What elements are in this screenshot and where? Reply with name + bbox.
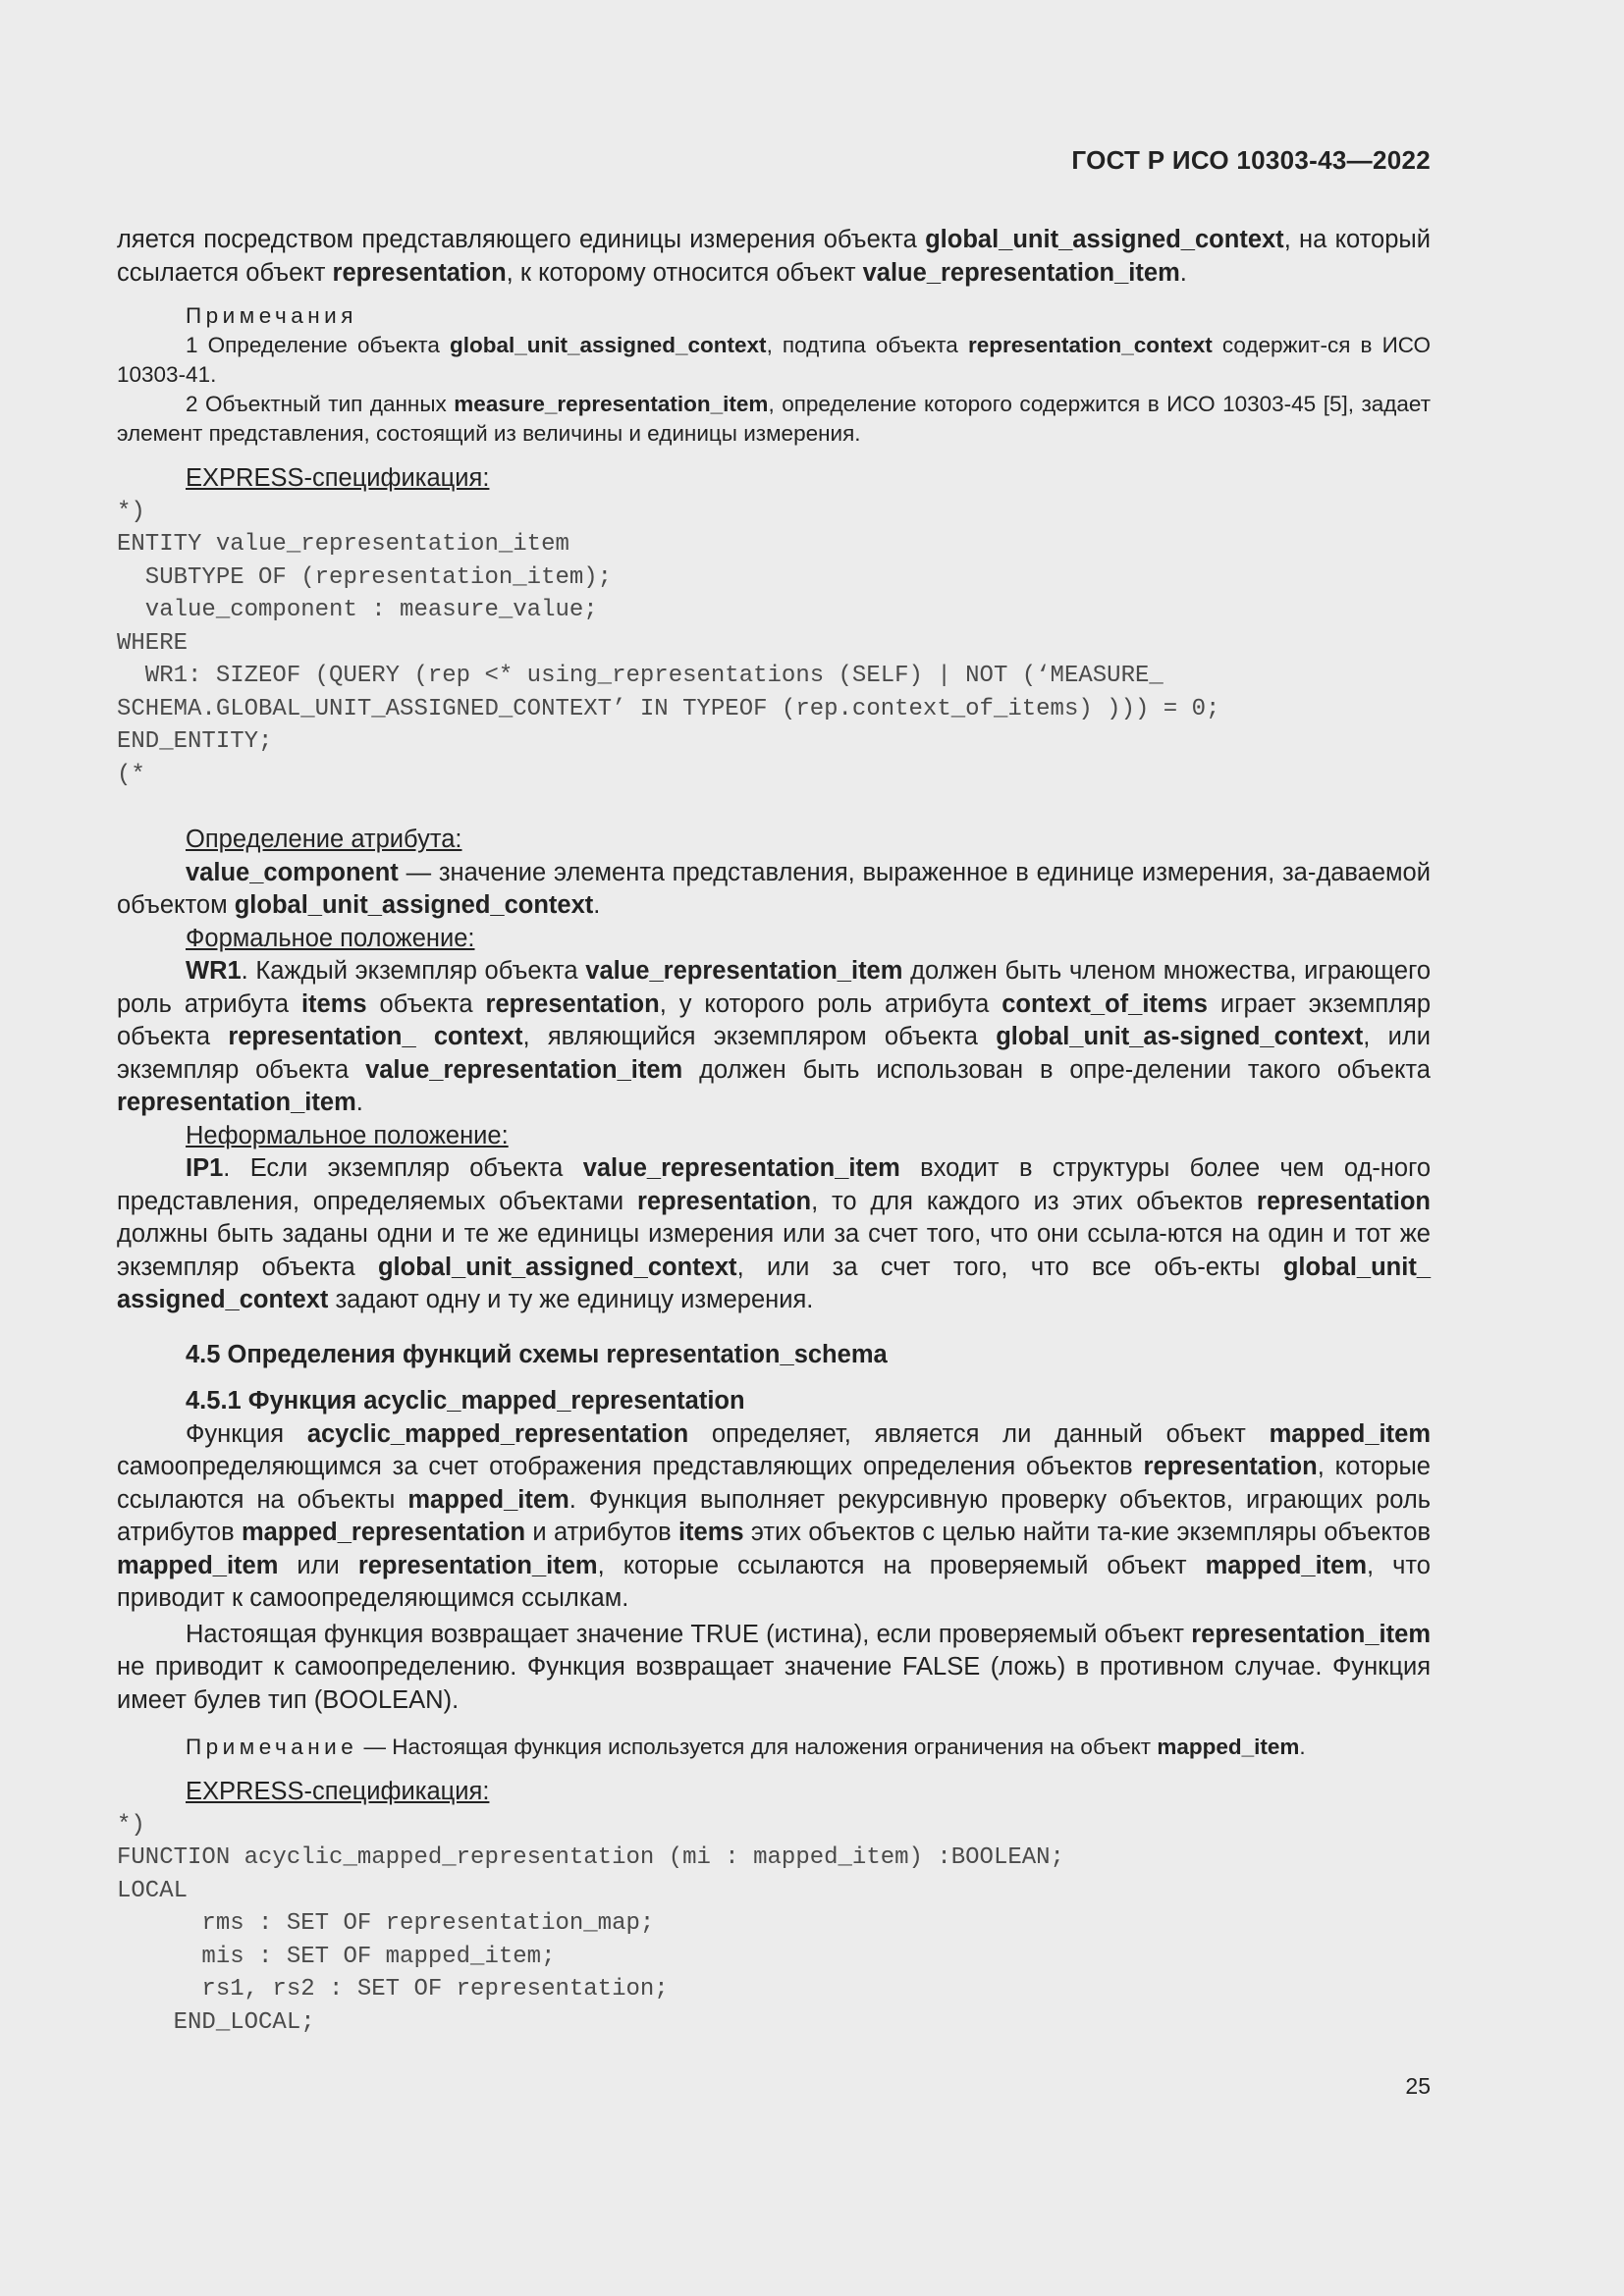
text-run: самоопределяющимся за счет отображения представляющих определения объектов [117, 1453, 1144, 1480]
entity-name: mapped_item [1157, 1735, 1300, 1759]
text-run: этих объектов с целью найти та-кие экземпляры объектов [743, 1519, 1431, 1546]
text-run: Настоящая функция возвращает значение TRUE (истина), если проверяемый объект [186, 1620, 1192, 1648]
text-run: — значение элемента представления, выраженное в единице измерения, за-даваемой объектом [117, 858, 1431, 919]
text-run: — Настоящая функция используется для наложения ограничения на объект [357, 1735, 1158, 1759]
text-run: . [355, 1089, 363, 1116]
entity-name: value_representation_item [365, 1055, 683, 1084]
entity-name: mapped_item [117, 1551, 279, 1579]
entity-name: value_representation_item [862, 258, 1180, 287]
entity-name: value_representation_item [582, 1154, 900, 1182]
text-run: 1 Определение объекта [186, 333, 450, 357]
note-title: Примечание [186, 1735, 358, 1759]
entity-name: representation_ context [228, 1023, 523, 1050]
text-run: определяет, является ли данный объект [688, 1419, 1270, 1448]
page-number: 25 [1405, 2073, 1431, 2099]
entity-name: global_unit_as-signed_context [996, 1023, 1364, 1050]
entity-name: mapped_item [1205, 1551, 1368, 1579]
attribute-definition-label: Определение атрибута: [186, 826, 462, 853]
text-run: , определение которого содержится в ИСО 10303-45 [5], задает элемент представления, состоящий из величины и единицы измерения. [117, 392, 1432, 446]
entity-name: representation [1256, 1187, 1431, 1215]
text-run: , у которого роль атрибута [659, 989, 1002, 1018]
entity-name: mapped_item [407, 1485, 569, 1514]
entity-name: representation_item [1191, 1620, 1431, 1648]
text-run: играет экземпляр объекта [117, 989, 1432, 1050]
entity-name: value_representation_item [585, 957, 903, 985]
standard-header: ГОСТ Р ИСО 10303-43—2022 [1071, 145, 1431, 175]
entity-name: representation [1143, 1453, 1318, 1480]
text-run: должен быть членом множества, играющего роль атрибута [117, 957, 1432, 1018]
entity-name: representation [485, 989, 660, 1018]
notes-title: Примечания [186, 303, 357, 328]
entity-name: representation_item [357, 1551, 598, 1579]
text-run: или [278, 1551, 358, 1579]
text-run: объекта [366, 989, 486, 1018]
text-run: , то для каждого из этих объектов [811, 1187, 1257, 1215]
entity-name: context_of_items [1001, 989, 1208, 1018]
function-description [117, 1418, 1431, 1616]
attribute-name: items [677, 1519, 744, 1546]
intro-paragraph [117, 224, 1431, 290]
entity-name: representation_item [117, 1089, 356, 1116]
express-code-entity: *) ENTITY value_representation_item SUBTYPE OF (representation_item); value_component : measure_value; WHERE WR1: SIZEOF (QUERY (rep <* using_representations (SELF) | NOT (‘MEASURE_ SCHEMA.GLOBAL_UNIT_ASSIGNED_CONTEXT’ IN TYPEOF (rep.context_of_items) ))) = 0; END_ENTITY; (* [117, 498, 1220, 788]
text-run: , или экземпляр объекта [117, 1023, 1431, 1084]
attribute-name: mapped_representation [241, 1519, 526, 1546]
entity-name: mapped_item [1269, 1419, 1431, 1448]
text-run: должен быть использован в опре-делении такого объекта [682, 1055, 1431, 1084]
text-run: , к которому относится объект [506, 258, 863, 287]
entity-name: global_unit_ assigned_context [117, 1253, 1432, 1313]
rule-id: WR1 [186, 957, 242, 985]
express-spec-label-2: EXPRESS-спецификация: [186, 1778, 490, 1805]
text-run: , подтипа объекта [766, 333, 968, 357]
informal-proposition-ip1 [117, 1152, 1431, 1317]
text-run: , или за счет того, что все объ-екты [736, 1253, 1283, 1281]
entity-name: global_unit_assigned_context [234, 891, 594, 919]
text-run: . [1299, 1735, 1306, 1759]
function-name: acyclic_mapped_representation [306, 1419, 689, 1448]
section-heading-4-5-1: 4.5.1 Функция acyclic_mapped_representation [186, 1387, 745, 1415]
note-1 [117, 331, 1431, 390]
express-code-function: *) FUNCTION acyclic_mapped_representation (mi : mapped_item) :BOOLEAN; LOCAL rms : SET OF representation_map; mis : SET OF mapped_item; rs1, rs2 : SET OF representation; END_LOCAL; [117, 1811, 1064, 2036]
text-run: . Если экземпляр объекта [223, 1154, 583, 1182]
entity-name: global_unit_assigned_context [925, 226, 1284, 253]
text-run: . [593, 891, 601, 919]
text-run: должны быть заданы одни и те же единицы измерения или за счет того, что они ссыла-ются на один и тот же экземпляр объекта [117, 1220, 1431, 1281]
formal-proposition-wr1 [117, 955, 1431, 1120]
rule-id: IP1 [186, 1154, 224, 1182]
text-run: задают одну и ту же единицу измерения. [328, 1286, 814, 1313]
text-run: не приводит к самоопределению. Функция возвращает значение FALSE (ложь) в противном случае. Функция имеет булев тип (BOOLEAN). [117, 1653, 1431, 1714]
express-spec-label: EXPRESS-спецификация: [186, 464, 490, 492]
text-run: содержит-ся в ИСО 10303-41. [117, 333, 1431, 387]
text-run: . Функция выполняет рекурсивную проверку объектов, играющих роль атрибутов [117, 1485, 1431, 1546]
attribute-name: value_component [186, 858, 399, 886]
entity-name: representation [332, 258, 507, 287]
text-run: и атрибутов [525, 1519, 678, 1546]
text-run: входит в структуры более чем од-ного представления, определяемых объектами [117, 1154, 1431, 1215]
text-run: , что приводит к самоопределяющимся ссылкам. [117, 1551, 1431, 1612]
text-run: , являющийся экземпляром объекта [522, 1023, 997, 1050]
attribute-definition [117, 857, 1431, 923]
informal-proposition-label: Неформальное положение: [186, 1121, 509, 1149]
entity-name: representation_context [967, 333, 1213, 357]
note-2 [117, 390, 1431, 449]
entity-name: items [300, 989, 367, 1018]
function-note [117, 1733, 1431, 1762]
entity-name: global_unit_assigned_context [449, 333, 767, 357]
text-run: , которые ссылаются на проверяемый объект [597, 1551, 1206, 1579]
text-run: , на который ссылается объект [117, 226, 1431, 287]
text-run: 2 Объектный тип данных [186, 392, 455, 416]
text-run: Функция [186, 1419, 307, 1448]
section-heading-4-5: 4.5 Определения функций схемы representation_schema [186, 1340, 888, 1368]
text-run: , которые ссылаются на объекты [117, 1453, 1431, 1514]
text-run: . Каждый экземпляр объекта [241, 957, 586, 985]
page-body [117, 224, 1431, 2039]
text-run: . [1179, 258, 1187, 287]
entity-name: global_unit_assigned_context [377, 1253, 737, 1281]
function-return-description [117, 1619, 1431, 1718]
formal-proposition-label: Формальное положение: [186, 924, 475, 952]
text-run: ляется посредством представляющего единицы измерения объекта [117, 226, 926, 253]
entity-name: representation [636, 1187, 812, 1215]
entity-name: measure_representation_item [454, 392, 769, 416]
